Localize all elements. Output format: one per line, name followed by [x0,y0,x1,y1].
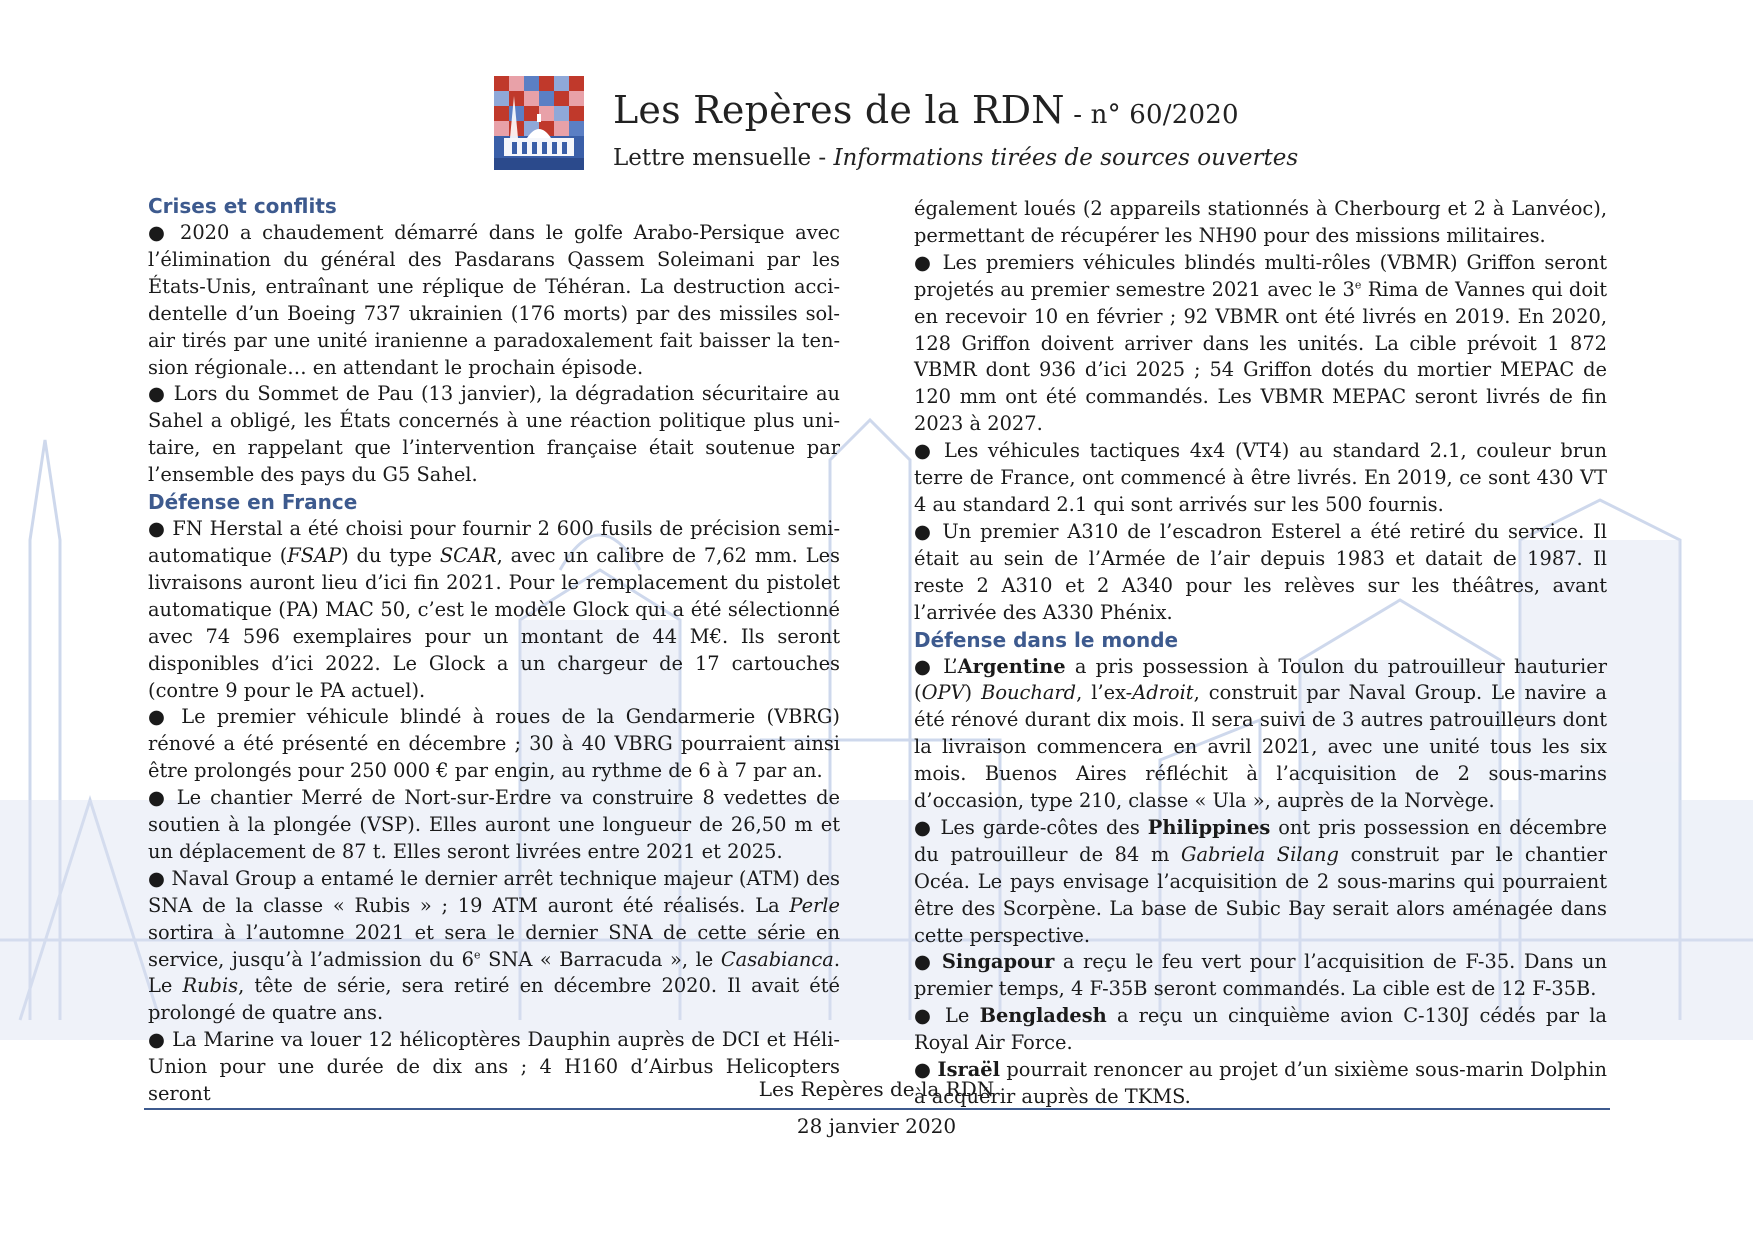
section-heading-monde: Défense dans le monde [914,627,1179,652]
paragraph: ● 2020 a chaudement démarré dans le golfe Arabo-Persique avec l’élimination du général des Pasdarans Qassem Soleimani par les États-Unis, entraînant une réplique de Téhéran. La destruction accidentelle d’un Boeing 737 ukrainien (176 morts) par des missiles sol-air tirés par une unité iranienne a paradoxalement fait baisser la tension régionale… en attendant le prochain épisode. [148,221,840,379]
masthead [613,86,1298,175]
rdn-logo [494,76,584,170]
country-name: Israël [937,1058,1000,1082]
text-run: construit par le chantier Océa. Le pays envisage l’acquisition de 2 sous-marins qui pourraient être des Scorpène. La base de Subic Bay serait alors aménagée dans cette perspective. [914,842,1608,947]
paragraph: ● Les véhicules tactiques 4x4 (VT4) au standard 2.1, couleur brun terre de France, ont commencé à être livrés. En 2019, ce sont 430 VT 4 au standard 2.1 qui sont arrivés sur les 500 fournis. [914,439,1607,516]
text-run: Rubis [182,974,239,998]
text-run: , construit par Naval Group. Le navire a été rénové durant dix mois. Il sera suivi de 3 autres patrouilleurs dont la livraison commencera en avril 2021, avec une unité tous les six mois. Buenos Aires réfléchit à l’acquisition de 2 sous-marins d’occasion, type 210, classe « Ula », auprès de la Norvège. [914,681,1607,813]
text-run: . Le [148,947,840,998]
text-run: SNA « Barracuda », le [480,947,721,971]
left-column [148,193,840,1108]
subtitle-italic: Informations tirées de sources ouvertes [833,145,1299,171]
text-run: , avec un calibre de 7,62 mm. Les livraisons auront lieu d’ici fin 2021. Pour le remplacement du pistolet automatique (PA) MAC 50, c’est le modèle Glock qui a été sélectionné avec 74 596 exemplaires pour un montant de 44 M€. Ils seront disponibles d’ici 2022. Le Glock a un chargeur de 17 cartouches (contre 9 pour le PA actuel). [148,543,841,702]
text-run: ) [964,681,982,705]
text-run: a reçu un cinquième avion C-130J cédés par la Royal Air Force. [914,1004,1607,1055]
subtitle-plain: Lettre mensuelle - [613,145,834,171]
publication-title [613,86,1298,139]
paragraph [914,949,1607,1003]
footer-divider [144,1108,1610,1110]
text-run: ● Les premiers véhicules blindés multi-rôles (VBMR) Griffon seront projetés au premier semestre 2021 avec le 3 [914,250,1607,301]
section-heading-crises: Crises et conflits [148,194,337,218]
paragraph [914,250,1607,438]
text-run: ) du type [341,543,440,567]
superscript: e [1354,278,1362,292]
text-run: a pris possession à Toulon du patrouilleur hauturier ( [914,654,1607,705]
text-run: ● [914,950,942,974]
text-run: ● [914,1058,938,1082]
paragraph: ● Le chantier Merré de Nort-sur-Erdre va construire 8 vedettes de soutien à la plongée (VSP). Elles auront une longueur de 26,50 m et un déplacement de 87 t. Elles seront livrées entre 2021 et 2025. [148,786,840,863]
footer-publication-name: Les Repères de la RDN [758,1077,995,1101]
text-run: Rima de Vannes qui doit en recevoir 10 en février ; 92 VBMR ont été livrés en 2019. En 2020, 128 Griffon doivent arriver dans les unités. La cible prévoit 1 872 VBMR dont 936 d’ici 2025 ; 54 Griffon dotés du mortier MEPAC de 120 mm ont été commandés. Les VBMR MEPAC seront livrés de fin 2023 à 2027. [914,277,1607,436]
paragraph [148,866,840,1027]
paragraph: ● La Marine va louer 12 hélicoptères Dauphin auprès de DCI et Héli-Union pour une durée de dix ans ; 4 H160 d’Airbus Helicopters seront [148,1028,840,1106]
paragraph [914,654,1607,815]
paragraph: également loués (2 appareils stationnés à Cherbourg et 2 à Lanvéoc), permettant de récupérer les NH90 pour des missions militaires. [914,197,1607,247]
text-run: SCAR [439,543,497,567]
paragraph: ● Un premier A310 de l’escadron Esterel a été retiré du service. Il était au sein de l’Armée de l’air depuis 1983 et datait de 1987. Il reste 2 A310 et 2 A340 pour les relèves sur les théâtres, avant l’arrivée des A330 Phénix. [914,519,1607,624]
text-run: , tête de série, sera retiré en décembre 2020. Il avait été prolongé de quatre ans. [148,974,840,1025]
paragraph [148,516,840,704]
text-run: ont pris possession en décembre du patrouilleur de 84 m [914,815,1607,866]
paragraph: ● Le premier véhicule blindé à roues de la Gendarmerie (VBRG) rénové a été présenté en décembre ; 30 à 40 VBRG pourraient ainsi être prolongés pour 250 000 € par engin, au rythme de 6 à 7 par an. [148,705,840,783]
title-text: Les Repères de la RDN [613,88,1065,132]
paragraph [914,815,1607,950]
text-run: FSAP [287,543,342,567]
text-run: OPV [921,681,965,705]
publication-subtitle [613,141,1298,175]
country-name: Singapour [941,950,1055,974]
country-name: Philippines [1147,815,1271,839]
issue-number: - n° 60/2020 [1064,100,1239,130]
text-run: ● FN Herstal a été choisi pour fournir 2 600 fusils de précision semi-automatique ( [148,517,840,567]
text-run: , l’ex- [1076,681,1133,705]
footer-date: 28 janvier 2020 [796,1114,957,1138]
text-run: ● L’ [914,654,958,678]
text-run: ● Naval Group a entamé le dernier arrêt technique majeur (ATM) des SNA de la classe « Rubis » ; 19 ATM auront été réalisés. La [148,866,840,917]
country-name: Bengladesh [979,1004,1107,1028]
section-heading-france: Défense en France [148,490,358,515]
text-run: Bouchard [981,681,1077,705]
country-name: Argentine [957,654,1066,678]
text-run: Adroit [1132,681,1194,705]
text-run: a reçu le feu vert pour l’acquisition de F-35. Dans un premier temps, 4 F-35B seront commandés. La cible est de 12 F-35B. [914,950,1607,1001]
paragraph [914,1003,1607,1057]
text-run: sortira à l’automne 2021 et sera le dernier SNA de cette série en service, jusqu’à l’admission du 6 [148,920,840,971]
text-run: pourrait renoncer au projet d’un sixième sous-marin Dolphin à acquérir auprès de TKMS. [914,1058,1607,1108]
paragraph: ● Lors du Sommet de Pau (13 janvier), la dégradation sécuritaire au Sahel a obligé, les États concernés à une réaction politique plus unitaire, en rappelant que l’intervention française était soutenue par l’ensemble des pays du G5 Sahel. [148,382,840,487]
superscript: e [474,948,481,962]
text-run: Casabianca [720,947,834,971]
text-run: Gabriela Silang [1181,842,1339,866]
text-run: ● Le [914,1004,980,1028]
right-column [914,196,1607,1111]
text-run: Perle [789,893,840,917]
text-run: ● Les garde-côtes des [914,815,1148,839]
